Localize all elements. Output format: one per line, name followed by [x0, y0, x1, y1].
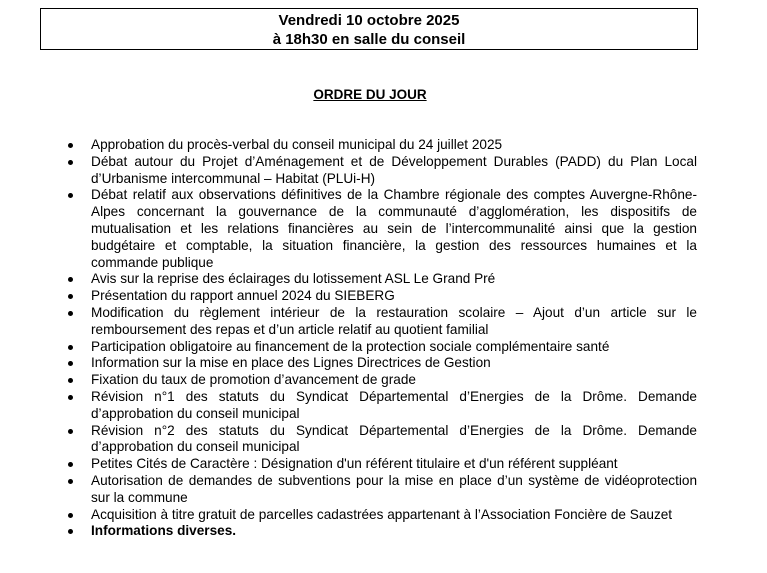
agenda-item: Information sur la mise en place des Lignes Directrices de Gestion: [91, 355, 697, 372]
agenda-list: [91, 137, 697, 540]
meeting-time-location: à 18h30 en salle du conseil: [272, 31, 466, 48]
meeting-date-box: [40, 8, 698, 50]
agenda-item: Présentation du rapport annuel 2024 du SIEBERG: [91, 288, 697, 305]
agenda-item: Débat autour du Projet d’Aménagement et de Développement Durables (PADD) du Plan Local d’Urbanisme intercommunal – Habitat (PLUi-H): [91, 153, 697, 186]
meeting-date: Vendredi 10 octobre 2025: [278, 12, 460, 29]
agenda-item: Débat relatif aux observations définitives de la Chambre régionale des comptes Auvergne-Rhône-Alpes concernant la gouvernance de la communauté d’agglomération, les dispositifs de mutualisation et les relations financières au sein de l’intercommunalité ainsi que la gestion budgétaire et comptable, la situation financière, la gestion des ressources humaines et la commande publique: [91, 187, 697, 270]
agenda-item: Fixation du taux de promotion d’avancement de grade: [91, 372, 697, 389]
agenda-item: Révision n°2 des statuts du Syndicat Départemental d’Energies de la Drôme. Demande d’approbation du conseil municipal: [91, 422, 697, 455]
page-title: ORDRE DU JOUR: [313, 87, 427, 102]
agenda-item: Révision n°1 des statuts du Syndicat Départemental d’Energies de la Drôme. Demande d’approbation du conseil municipal: [91, 388, 697, 421]
agenda-item: Petites Cités de Caractère : Désignation d'un référent titulaire et d'un référent suppléant: [91, 456, 697, 473]
agenda-item: Participation obligatoire au financement de la protection sociale complémentaire santé: [91, 339, 697, 356]
agenda-item: Modification du règlement intérieur de la restauration scolaire – Ajout d’un article sur le remboursement des repas et d’un article relatif au quotient familial: [91, 304, 697, 337]
agenda-item: Approbation du procès-verbal du conseil municipal du 24 juillet 2025: [91, 137, 697, 154]
agenda-item: Acquisition à titre gratuit de parcelles cadastrées appartenant à l’Association Foncière de Sauzet: [91, 507, 697, 524]
agenda-item: Autorisation de demandes de subventions pour la mise en place d’un système de vidéoprotection sur la commune: [91, 472, 697, 505]
agenda-item-misc: Informations diverses.: [91, 523, 697, 540]
agenda-item: Avis sur la reprise des éclairages du lotissement ASL Le Grand Pré: [91, 271, 697, 288]
